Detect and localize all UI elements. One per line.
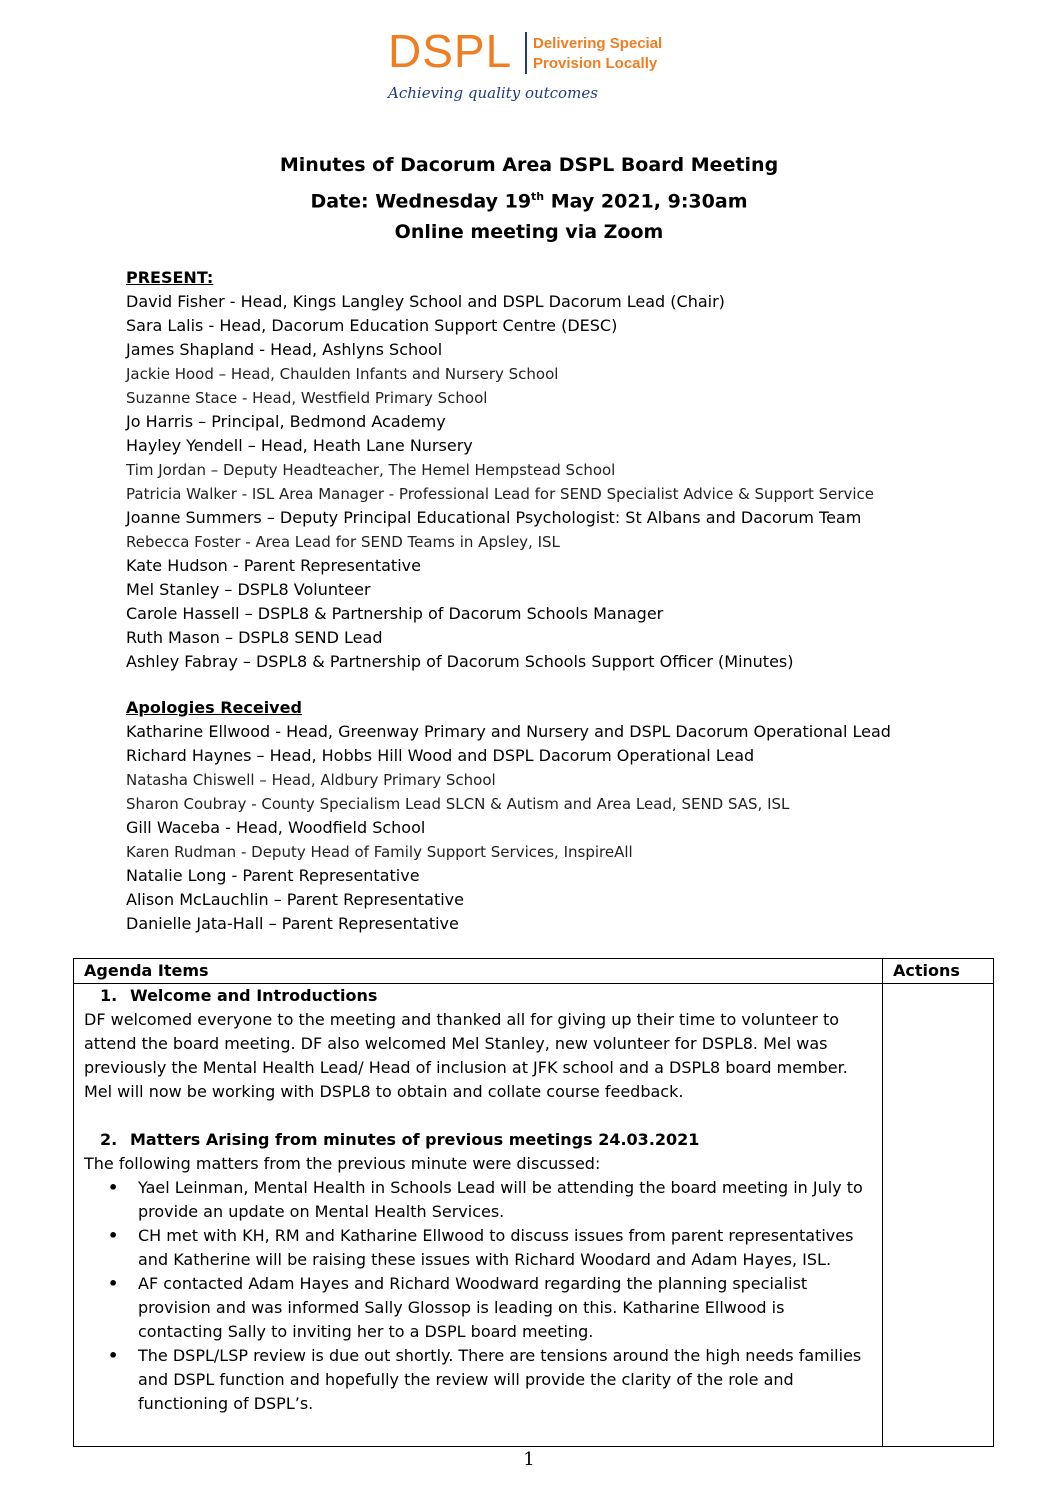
logo-divider <box>525 32 527 74</box>
present-member: Kate Hudson - Parent Representative <box>126 556 421 575</box>
title-line-1: Minutes of Dacorum Area DSPL Board Meeting <box>279 154 779 176</box>
agenda-items-cell <box>74 984 883 1447</box>
present-member: Ruth Mason – DSPL8 SEND Lead <box>126 628 383 647</box>
apology-member: Natasha Chiswell – Head, Aldbury Primary School <box>126 771 496 789</box>
document-title <box>0 150 1058 248</box>
dspl-logo <box>388 25 688 108</box>
apology-member: Sharon Coubray - County Specialism Lead SLCN & Autism and Area Lead, SEND SAS, ISL <box>126 795 790 813</box>
actions-cell <box>883 984 994 1447</box>
apology-member: Katharine Ellwood - Head, Greenway Primary and Nursery and DSPL Dacorum Operational Lead <box>126 722 891 741</box>
present-member: Patricia Walker - ISL Area Manager - Professional Lead for SEND Specialist Advice & Support Service <box>126 485 875 503</box>
present-member: Carole Hassell – DSPL8 & Partnership of Dacorum Schools Manager <box>126 604 664 623</box>
apology-member: Alison McLauchlin – Parent Representative <box>126 890 464 909</box>
page-number: 1 <box>523 1449 535 1470</box>
section-2-bullet: • The DSPL/LSP review is due out shortly. There are tensions around the high needs families and DSPL function and hopefully the review will provide the clarity of the role and functioning of DSPL’s. <box>138 1344 870 1416</box>
apologies-heading: Apologies Received <box>126 698 302 717</box>
present-member: Suzanne Stace - Head, Westfield Primary School <box>126 389 488 407</box>
section-2-title-text: Matters Arising from minutes of previous meetings 24.03.2021 <box>130 1130 700 1149</box>
logo-tagline: Achieving quality outcomes <box>388 84 598 102</box>
present-member: Sara Lalis - Head, Dacorum Education Support Centre (DESC) <box>126 316 618 335</box>
title-date-sup: th <box>531 190 545 203</box>
present-heading: PRESENT: <box>126 268 214 287</box>
agenda-header-row <box>74 959 994 984</box>
title-line-3: Online meeting via Zoom <box>394 221 664 244</box>
section-2-bullet: • AF contacted Adam Hayes and Richard Woodward regarding the planning specialist provision and was informed Sally Glossop is leading on this. Katharine Ellwood is contacting Sally to inviting her to a DSPL board meeting. <box>138 1272 870 1344</box>
present-member: Hayley Yendell – Head, Heath Lane Nursery <box>126 436 473 455</box>
apologies-section <box>126 696 891 936</box>
present-member: David Fisher - Head, Kings Langley School and DSPL Dacorum Lead (Chair) <box>126 292 725 311</box>
section-2-bullet: • CH met with KH, RM and Katharine Ellwood to discuss issues from parent representatives and Katherine will be raising these issues with Richard Woodard and Adam Hayes, ISL. <box>138 1224 870 1272</box>
apology-member: Danielle Jata-Hall – Parent Representative <box>126 914 459 933</box>
apology-member: Richard Haynes – Head, Hobbs Hill Wood and DSPL Dacorum Operational Lead <box>126 746 755 765</box>
present-member: Mel Stanley – DSPL8 Volunteer <box>126 580 371 599</box>
section-2-number: 2. <box>100 1130 118 1149</box>
present-member: Joanne Summers – Deputy Principal Educational Psychologist: St Albans and Dacorum Team <box>126 508 862 527</box>
apology-member: Karen Rudman - Deputy Head of Family Support Services, InspireAll <box>126 843 633 861</box>
logo-wordmark: DSPL <box>388 25 513 77</box>
apology-member: Natalie Long - Parent Representative <box>126 866 420 885</box>
section-1-number: 1. <box>100 986 118 1005</box>
present-member: James Shapland - Head, Ashlyns School <box>126 340 443 359</box>
present-member: Tim Jordan – Deputy Headteacher, The Hemel Hempstead School <box>126 461 616 479</box>
title-date <box>0 181 1058 217</box>
title-date-prefix: Date: Wednesday 19 <box>310 190 532 213</box>
present-member: Jo Harris – Principal, Bedmond Academy <box>126 412 446 431</box>
section-2-bullet: • Yael Leinman, Mental Health in Schools Lead will be attending the board meeting in July to provide an update on Mental Health Services. <box>138 1176 870 1224</box>
present-member: Rebecca Foster - Area Lead for SEND Teams in Apsley, ISL <box>126 533 560 551</box>
logo-subtitle-line2: Provision Locally <box>533 55 658 72</box>
section-1-title-text: Welcome and Introductions <box>130 986 378 1005</box>
agenda-table <box>73 958 994 1447</box>
present-member: Ashley Fabray – DSPL8 & Partnership of Dacorum Schools Support Officer (Minutes) <box>126 652 794 671</box>
agenda-body-row <box>74 984 994 1447</box>
section-1-title <box>84 984 870 1008</box>
logo-subtitle <box>533 34 662 74</box>
actions-header: Actions <box>883 959 994 984</box>
title-date-suffix: May 2021, 9:30am <box>544 190 748 213</box>
section-2-bullets <box>84 1176 870 1416</box>
agenda-items-header: Agenda Items <box>74 959 883 984</box>
present-member: Jackie Hood – Head, Chaulden Infants and Nursery School <box>126 365 559 383</box>
section-2-intro: The following matters from the previous minute were discussed: <box>84 1154 601 1173</box>
logo-subtitle-line1: Delivering Special <box>533 35 663 52</box>
apology-member: Gill Waceba - Head, Woodfield School <box>126 818 426 837</box>
section-1-text: DF welcomed everyone to the meeting and thanked all for giving up their time to volunteer to attend the board meeting. DF also welcomed Mel Stanley, new volunteer for DSPL8. Mel was previously the Mental Health Lead/ Head of inclusion at JFK school and a DSPL8 board member. Mel will now be working with DSPL8 to obtain and collate course feedback. <box>84 1010 848 1101</box>
section-2-title <box>84 1128 870 1152</box>
present-section <box>126 266 874 674</box>
